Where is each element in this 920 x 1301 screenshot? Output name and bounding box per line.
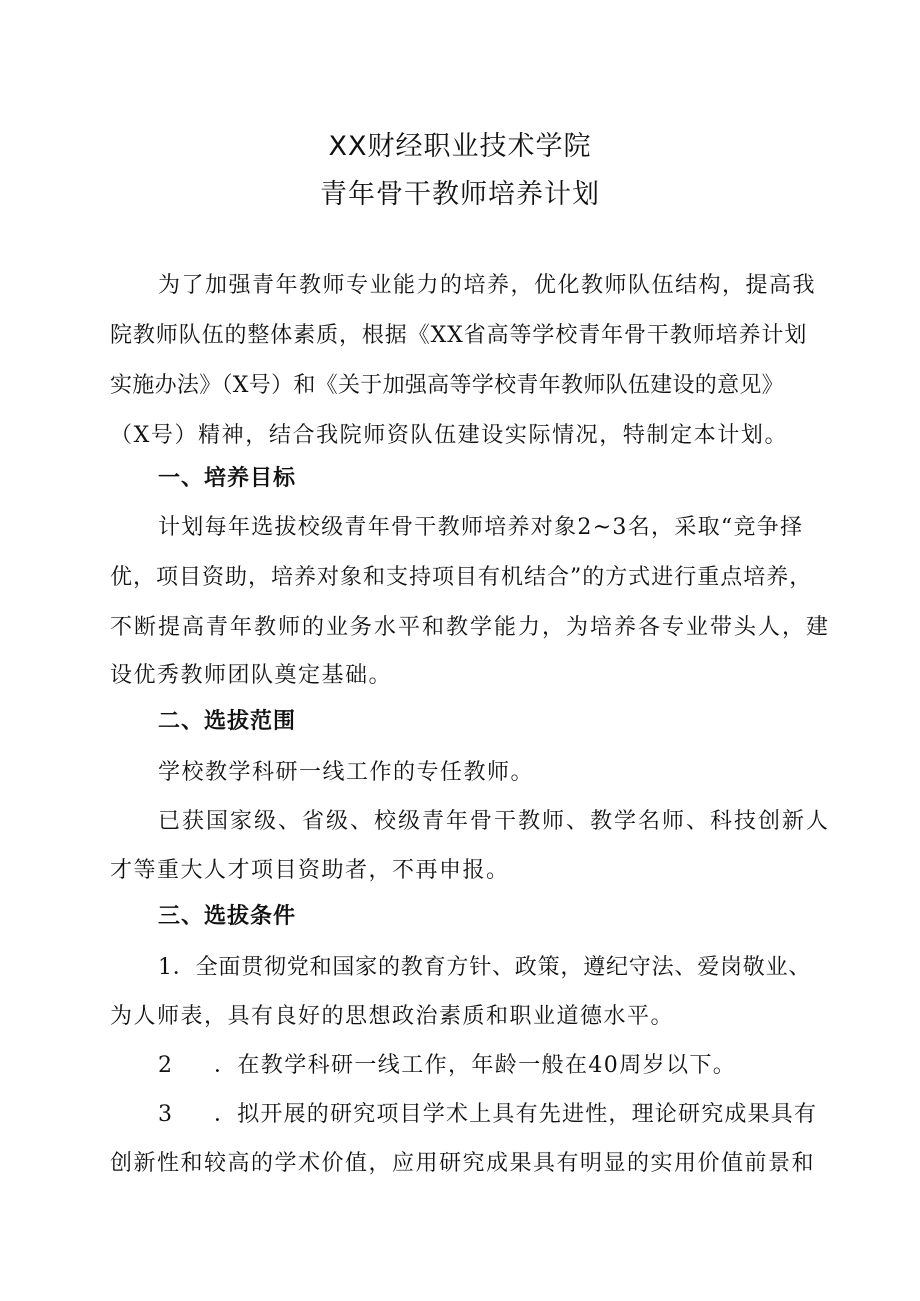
scope-line: 已获国家级、省级、校级青年骨干教师、教学名师、科技创新人 <box>158 809 831 834</box>
goals-line: 设优秀教师团队奠定基础。 <box>110 663 393 688</box>
condition-item-2-num: 2 <box>158 1053 172 1078</box>
goals-line: 计划每年选拔校级青年骨干教师培养对象2~3名，采取“竞争择 <box>158 515 804 540</box>
goals-line: 不断提高青年教师的业务水平和教学能力，为培养各专业带头人，建 <box>110 615 831 640</box>
intro-line: 为了加强青年教师专业能力的培养，优化教师队伍结构，提高我 <box>158 273 817 298</box>
section-heading-scope: 二、选拔范围 <box>158 709 297 734</box>
scope-line: 才等重大人才项目资助者，不再申报。 <box>110 858 510 883</box>
condition-item-3-cont: 创新性和较高的学术价值，应用研究成果具有明显的实用价值前景和 <box>110 1151 816 1176</box>
condition-item-1: 1．全面贯彻党和国家的教育方针、政策，遵纪守法、爱岗敬业、 <box>158 955 812 980</box>
condition-item-3: ．拟开展的研究项目学术上具有先进性，理论研究成果具有 <box>214 1102 818 1127</box>
intro-line: （X号）精神，结合我院师资队伍建设实际情况，特制定本计划。 <box>110 423 789 448</box>
condition-item-2: ．在教学科研一线工作，年龄一般在40周岁以下。 <box>214 1053 737 1078</box>
section-heading-goals: 一、培养目标 <box>158 466 297 491</box>
document-subtitle: 青年骨干教师培养计划 <box>320 179 600 210</box>
intro-line: 院教师队伍的整体素质，根据《XX省高等学校青年骨干教师培养计划 <box>110 323 808 348</box>
section-heading-conditions: 三、选拔条件 <box>158 904 297 929</box>
document-title: XX财经职业技术学院 <box>328 131 592 162</box>
condition-item-1-cont: 为人师表，具有良好的思想政治素质和职业道德水平。 <box>110 1004 675 1029</box>
goals-line: 优，项目资助，培养对象和支持项目有机结合”的方式进行重点培养， <box>110 565 813 590</box>
condition-item-3-num: 3 <box>158 1102 172 1127</box>
scope-line: 学校教学科研一线工作的专任教师。 <box>158 760 535 785</box>
intro-line: 实施办法》（X号）和《关于加强高等学校青年教师队伍建设的意见》 <box>110 373 784 398</box>
